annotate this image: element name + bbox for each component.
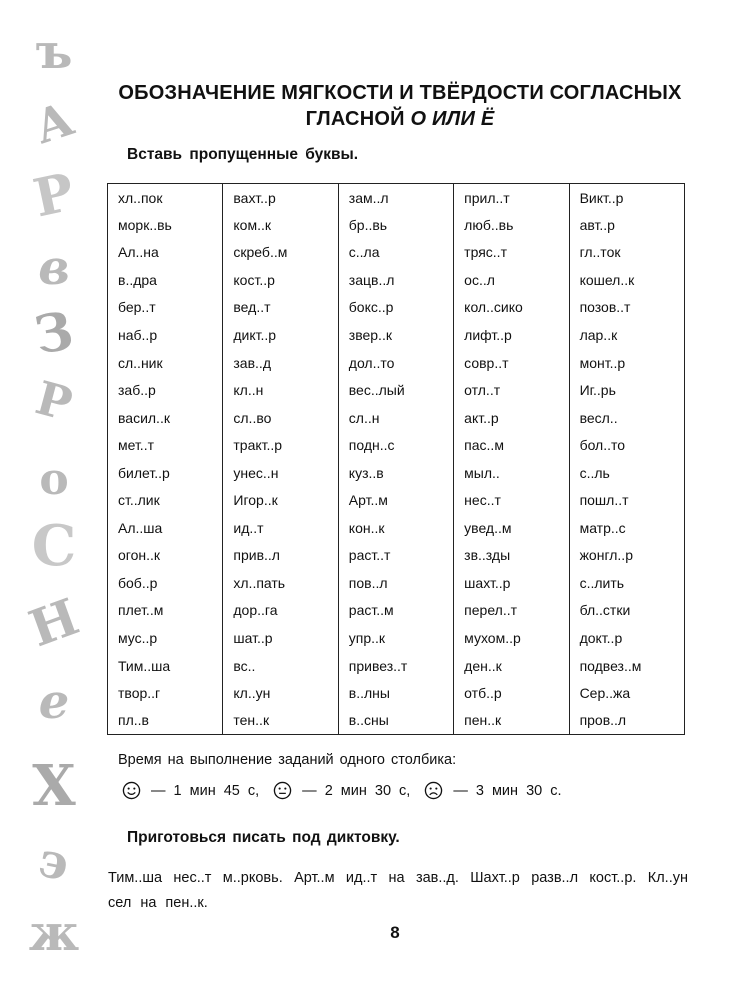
word-cell: билет..р [108, 459, 223, 487]
word-cell: прив..л [223, 542, 338, 570]
time-note: Время на выполнение заданий одного столбика: [118, 752, 457, 768]
word-cell: зав..д [223, 349, 338, 377]
word-cell: бол..то [569, 431, 684, 459]
word-cell: пов..л [338, 569, 453, 597]
word-cell: дикт..р [223, 321, 338, 349]
table-row [108, 431, 685, 459]
page-title [100, 80, 700, 132]
word-cell: пров..л [569, 707, 684, 735]
word-table [107, 183, 685, 735]
word-cell: унес..н [223, 459, 338, 487]
word-cell: куз..в [338, 459, 453, 487]
word-cell: шат..р [223, 624, 338, 652]
decorative-letter: в [38, 240, 70, 296]
word-cell: заб..р [108, 376, 223, 404]
word-cell: ком..к [223, 211, 338, 239]
time-limit-fast: — 1 мин 45 с, [151, 782, 260, 799]
decorative-letter: е [38, 674, 70, 730]
table-row [108, 569, 685, 597]
word-cell: дол..то [338, 349, 453, 377]
table-row [108, 624, 685, 652]
word-cell: прил..т [454, 184, 569, 212]
table-row [108, 349, 685, 377]
decorative-letter: З [30, 300, 78, 367]
decorative-letter: С [31, 513, 77, 579]
table-row [108, 542, 685, 570]
word-cell: матр..с [569, 514, 684, 542]
word-cell: пен..к [454, 707, 569, 735]
word-cell: акт..р [454, 404, 569, 432]
word-cell: с..ль [569, 459, 684, 487]
word-cell: зацв..л [338, 266, 453, 294]
word-cell: Иг..рь [569, 376, 684, 404]
sad-face-icon [424, 781, 443, 800]
word-cell: хл..пать [223, 569, 338, 597]
word-cell: ст..лик [108, 487, 223, 515]
word-cell: звер..к [338, 321, 453, 349]
word-cell: раст..м [338, 597, 453, 625]
word-cell: в..сны [338, 707, 453, 735]
word-cell: бр..вь [338, 211, 453, 239]
title-line-2-prefix: ГЛАСНОЙ [305, 108, 411, 130]
word-cell: ос..л [454, 266, 569, 294]
title-vowels: О ИЛИ Ё [410, 108, 495, 130]
word-cell: жонгл..р [569, 542, 684, 570]
decorative-letter: ж [28, 903, 80, 962]
word-cell: кол..сико [454, 294, 569, 322]
table-row [108, 294, 685, 322]
word-cell: подвез..м [569, 652, 684, 680]
word-cell: весл.. [569, 404, 684, 432]
table-row [108, 321, 685, 349]
word-cell: шахт..р [454, 569, 569, 597]
word-cell: тряс..т [454, 239, 569, 267]
word-cell: сл..ник [108, 349, 223, 377]
word-cell: плет..м [108, 597, 223, 625]
word-cell: ден..к [454, 652, 569, 680]
word-cell: привез..т [338, 652, 453, 680]
word-cell: кон..к [338, 514, 453, 542]
decorative-letter: о [39, 454, 69, 505]
decorative-letter: э [33, 831, 75, 893]
word-cell: перел..т [454, 597, 569, 625]
word-cell: отл..т [454, 376, 569, 404]
time-limits [122, 781, 576, 800]
word-cell: вед..т [223, 294, 338, 322]
word-cell: мухом..р [454, 624, 569, 652]
word-cell: упр..к [338, 624, 453, 652]
word-cell: твор..г [108, 679, 223, 707]
word-cell: кл..н [223, 376, 338, 404]
word-cell: подн..с [338, 431, 453, 459]
word-cell: лифт..р [454, 321, 569, 349]
word-cell: сл..во [223, 404, 338, 432]
word-cell: докт..р [569, 624, 684, 652]
table-row [108, 707, 685, 735]
word-cell: вес..лый [338, 376, 453, 404]
word-cell: Ал..ша [108, 514, 223, 542]
word-cell: монт..р [569, 349, 684, 377]
decorative-letter: Р [30, 370, 78, 432]
word-cell: вахт..р [223, 184, 338, 212]
word-cell: наб..р [108, 321, 223, 349]
word-cell: дор..га [223, 597, 338, 625]
decorative-letter: ъ [35, 24, 73, 80]
word-cell: Тим..ша [108, 652, 223, 680]
word-cell: сл..н [338, 404, 453, 432]
word-cell: пошл..т [569, 487, 684, 515]
word-cell: увед..м [454, 514, 569, 542]
word-cell: ид..т [223, 514, 338, 542]
word-cell: позов..т [569, 294, 684, 322]
word-cell: зв..зды [454, 542, 569, 570]
word-cell: зам..л [338, 184, 453, 212]
task-instruction: Вставь пропущенные буквы. [127, 146, 359, 163]
word-cell: кост..р [223, 266, 338, 294]
dictation-heading: Приготовься писать под диктовку. [127, 829, 400, 846]
word-cell: тен..к [223, 707, 338, 735]
word-cell: Игор..к [223, 487, 338, 515]
decorative-letter: Р [28, 161, 80, 230]
word-cell: вс.. [223, 652, 338, 680]
neutral-face-icon [273, 781, 292, 800]
word-cell: совр..т [454, 349, 569, 377]
table-row [108, 404, 685, 432]
word-cell: Викт..р [569, 184, 684, 212]
word-cell: бокс..р [338, 294, 453, 322]
word-cell: Ал..на [108, 239, 223, 267]
word-cell: лар..к [569, 321, 684, 349]
word-cell: гл..ток [569, 239, 684, 267]
word-cell: в..дра [108, 266, 223, 294]
word-cell: авт..р [569, 211, 684, 239]
word-cell: с..лить [569, 569, 684, 597]
table-row [108, 652, 685, 680]
word-cell: морк..вь [108, 211, 223, 239]
title-line-2 [100, 106, 700, 132]
time-limit-medium: — 2 мин 30 с, [302, 782, 411, 799]
word-cell: с..ла [338, 239, 453, 267]
word-cell: отб..р [454, 679, 569, 707]
table-row [108, 184, 685, 212]
word-cell: хл..пок [108, 184, 223, 212]
word-cell: бл..стки [569, 597, 684, 625]
word-cell: бер..т [108, 294, 223, 322]
word-cell: пас..м [454, 431, 569, 459]
word-cell: тракт..р [223, 431, 338, 459]
word-cell: скреб..м [223, 239, 338, 267]
word-cell: пл..в [108, 707, 223, 735]
table-row [108, 239, 685, 267]
word-cell: огон..к [108, 542, 223, 570]
decorative-letter: Х [32, 753, 76, 819]
table-row [108, 211, 685, 239]
word-cell: Сер..жа [569, 679, 684, 707]
table-row [108, 487, 685, 515]
page-number: 8 [390, 923, 400, 942]
decorative-alphabet-column [18, 18, 90, 978]
word-cell: васил..к [108, 404, 223, 432]
word-cell: кошел..к [569, 266, 684, 294]
title-line-1: ОБОЗНАЧЕНИЕ МЯГКОСТИ И ТВЁРДОСТИ СОГЛАСНЫХ [118, 82, 682, 104]
table-row [108, 266, 685, 294]
word-cell: мет..т [108, 431, 223, 459]
word-cell: нес..т [454, 487, 569, 515]
table-row [108, 459, 685, 487]
table-row [108, 376, 685, 404]
smile-icon [122, 781, 141, 800]
table-row [108, 679, 685, 707]
time-limit-slow: — 3 мин 30 с. [453, 782, 562, 799]
word-cell: в..лны [338, 679, 453, 707]
dictation-text: Тим..ша нес..т м..рковь. Арт..м ид..т на зав..д. Шахт..р разв..л кост..р. Кл..ун сел на пен..к. [108, 870, 688, 911]
word-cell: люб..вь [454, 211, 569, 239]
word-cell: Арт..м [338, 487, 453, 515]
word-cell: боб..р [108, 569, 223, 597]
word-cell: раст..т [338, 542, 453, 570]
decorative-letter: Н [21, 586, 87, 659]
word-cell: кл..ун [223, 679, 338, 707]
table-row [108, 514, 685, 542]
word-cell: мус..р [108, 624, 223, 652]
table-row [108, 597, 685, 625]
decorative-letter: А [27, 91, 81, 155]
word-cell: мыл.. [454, 459, 569, 487]
